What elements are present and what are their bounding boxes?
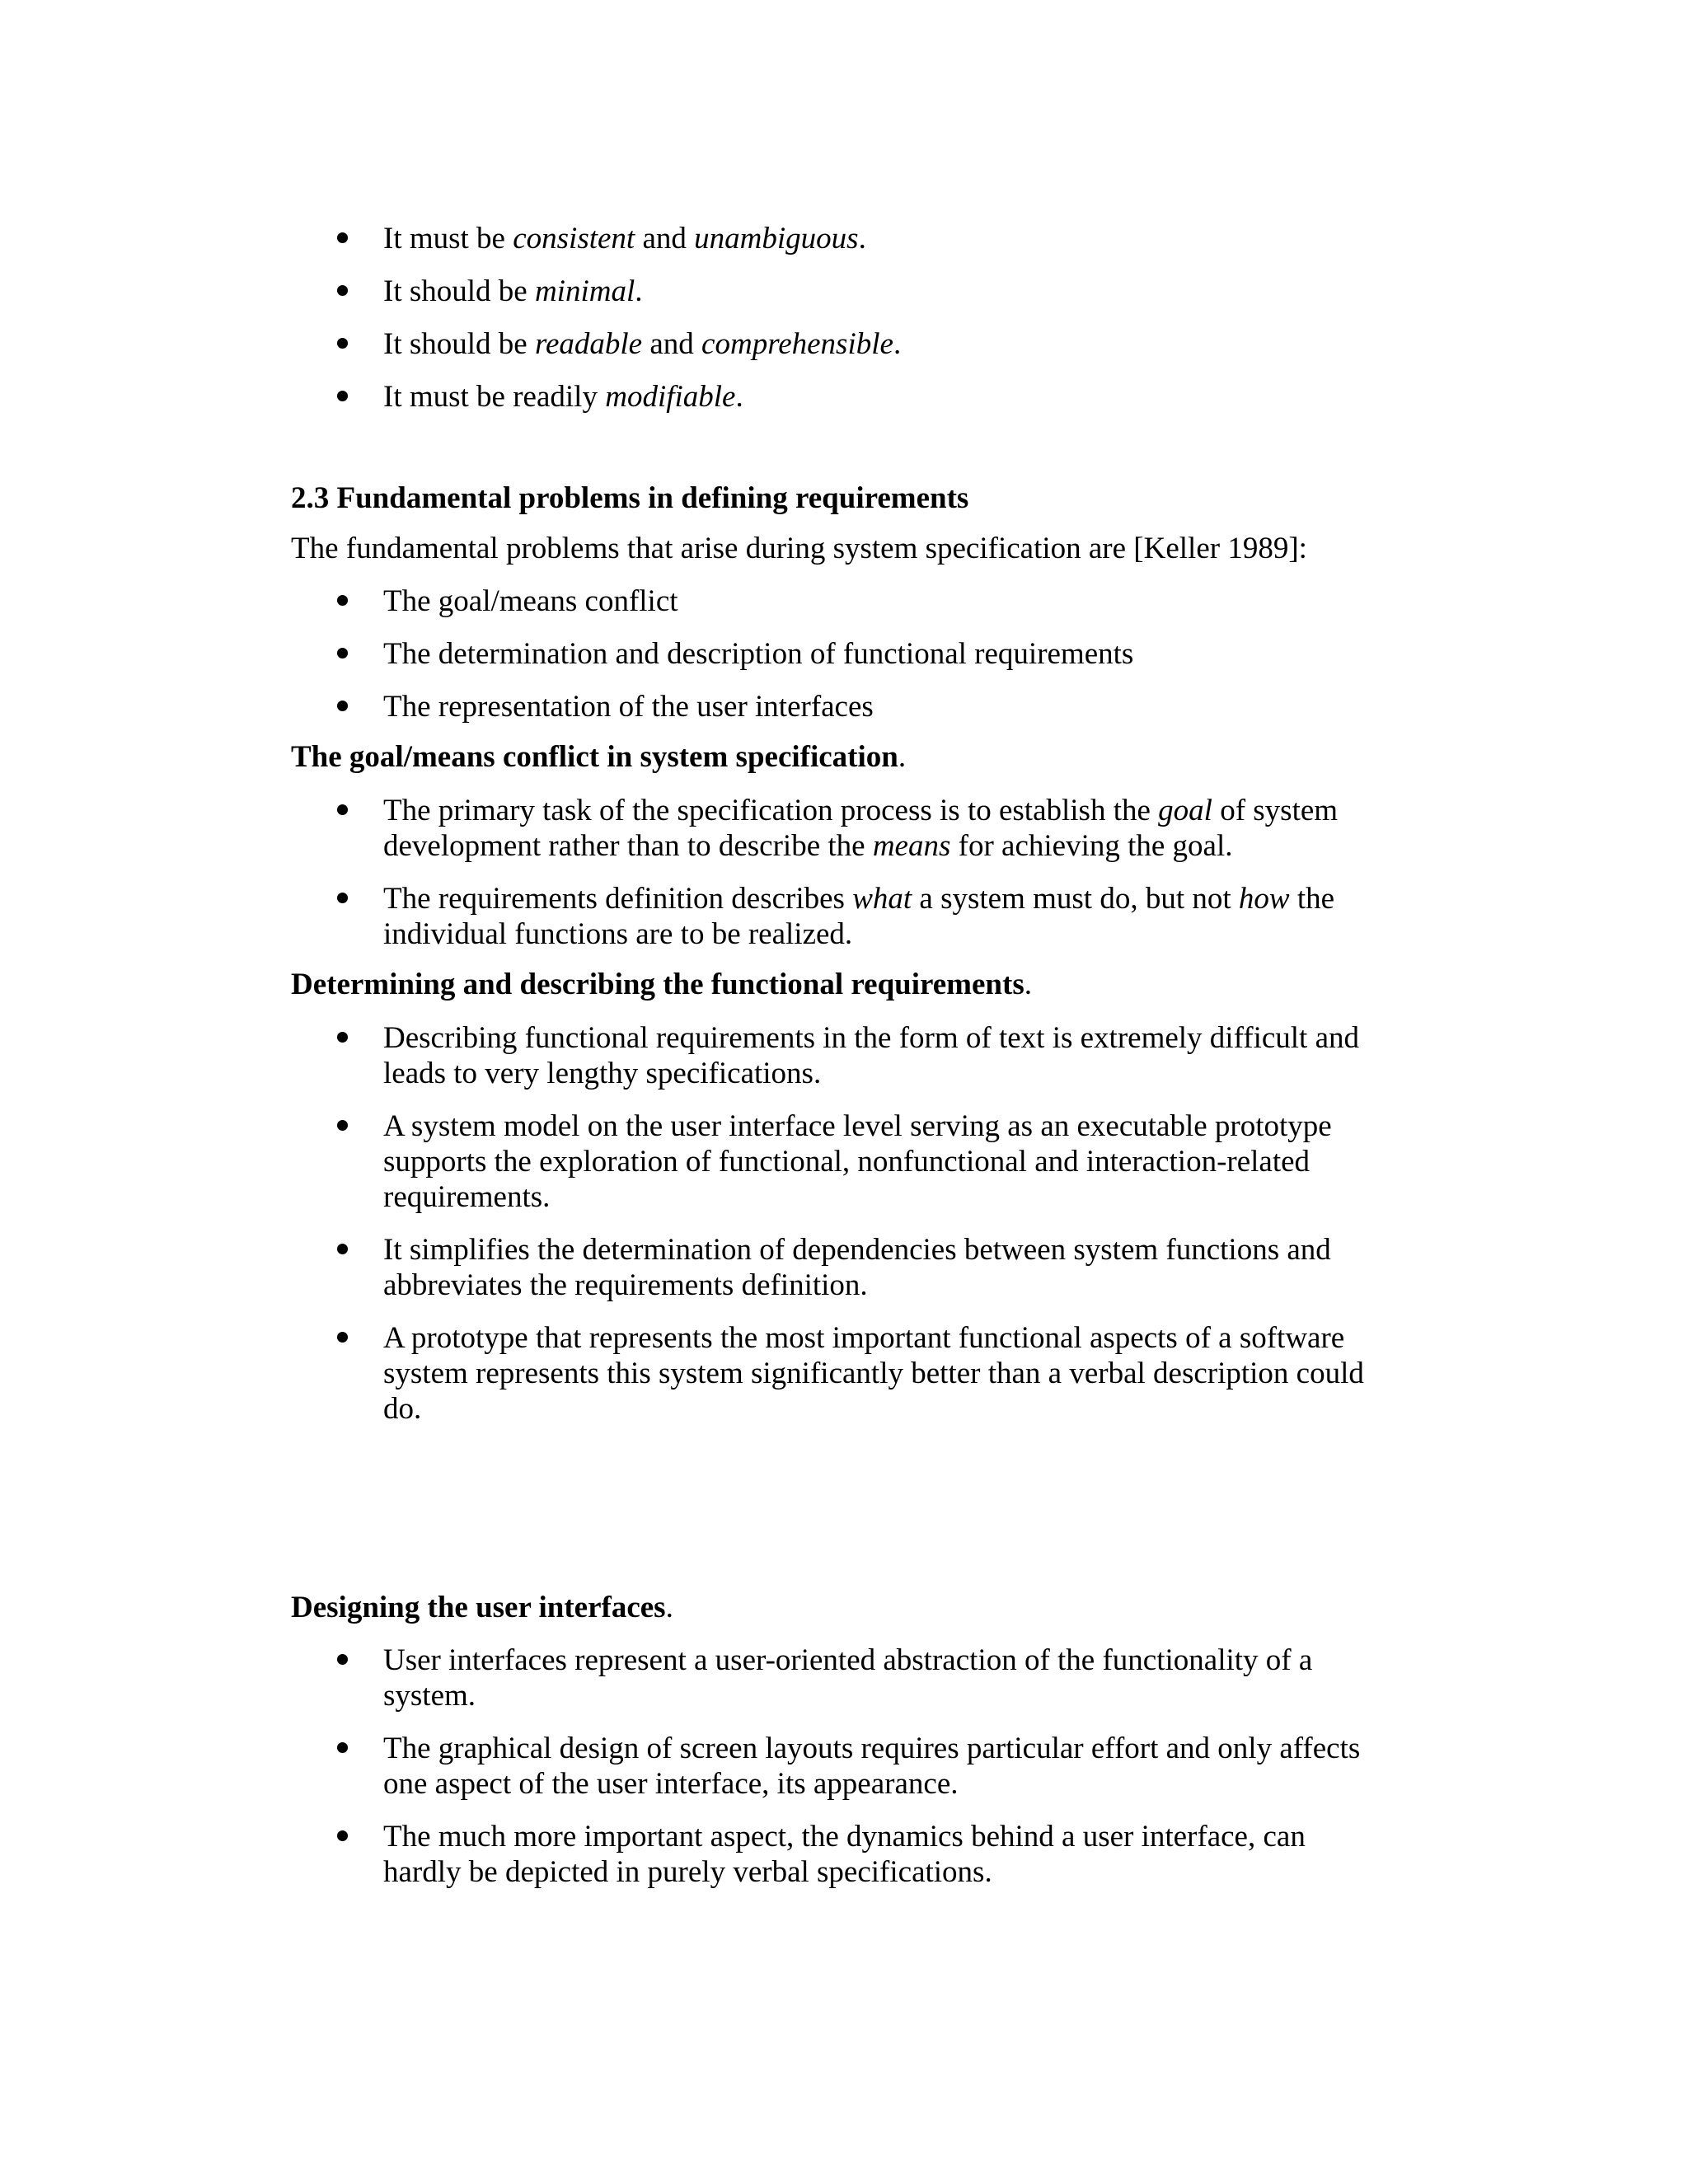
list-item: The graphical design of screen layouts requires particular effort and only affects one aspect of the user interface, its appearance.	[383, 1732, 1361, 1801]
list-item: The determination and description of functional requirements	[383, 637, 1134, 671]
list-item	[383, 274, 642, 309]
list-item	[383, 221, 866, 256]
emphasis: readable	[534, 327, 643, 361]
item-text: .	[735, 380, 743, 414]
bullet-icon	[334, 1108, 354, 1128]
list-item: User interfaces represent a user-oriented abstraction of the functionality of a system.	[383, 1643, 1313, 1713]
emphasis: consistent	[513, 222, 635, 255]
list-item: The representation of the user interfaces	[383, 690, 874, 724]
bullet-icon	[334, 221, 354, 241]
emphasis: unambiguous	[694, 222, 859, 255]
item-text: .	[893, 327, 902, 361]
item-text: .	[858, 222, 866, 255]
bullet-icon	[334, 793, 354, 813]
emphasis: comprehensible	[701, 327, 893, 361]
bullet-icon	[334, 379, 354, 399]
item-text: .	[635, 274, 643, 308]
item-text: and	[642, 327, 702, 361]
list-item: The primary task of the specification process is to establish the goal of system development rather than to describe the means for achieving the goal.	[383, 794, 1339, 863]
bullet-icon	[334, 1819, 354, 1839]
bullet-icon	[334, 689, 354, 709]
list-item: The much more important aspect, the dynamics behind a user interface, can hardly be depicted in purely verbal specifications.	[383, 1820, 1306, 1889]
bullet-icon	[334, 274, 354, 293]
list-item: The goal/means conflict	[383, 584, 678, 618]
item-text: It should be	[383, 327, 535, 361]
subheading-functional: Determining and describing the functional requirements.	[291, 968, 1032, 1001]
subheading-goal-means: The goal/means conflict in system specification.	[291, 740, 907, 774]
section-heading: 2.3 Fundamental problems in defining requirements	[291, 481, 969, 515]
list-item: The requirements definition describes what a system must do, but not how the individual functions are to be realized.	[383, 882, 1335, 951]
bullet-icon	[334, 1731, 354, 1750]
bullet-icon	[334, 636, 354, 656]
list-item: A prototype that represents the most important functional aspects of a software system represents this system significantly better than a verbal description could do.	[383, 1321, 1364, 1426]
section-intro: The fundamental problems that arise during system specification are [Keller 1989]:	[291, 532, 1307, 565]
bullet-icon	[334, 1020, 354, 1040]
item-text: It should be	[383, 274, 535, 308]
emphasis: modifiable	[605, 380, 736, 414]
list-item	[383, 379, 743, 415]
emphasis: minimal	[534, 274, 635, 308]
bullet-icon	[334, 881, 354, 901]
item-text: It must be readily	[383, 380, 606, 414]
bullet-icon	[334, 1232, 354, 1252]
list-item: It simplifies the determination of dependencies between system functions and abbreviates the requirements definition.	[383, 1233, 1331, 1302]
list-item: A system model on the user interface level serving as an executable prototype supports the exploration of functional, nonfunctional and interaction-related requirements.	[383, 1109, 1332, 1214]
bullet-icon	[334, 583, 354, 603]
item-text: It must be	[383, 222, 513, 255]
list-item: Describing functional requirements in the form of text is extremely difficult and leads to very lengthy specifications.	[383, 1021, 1359, 1090]
list-item	[383, 326, 901, 362]
subheading-ui-design: Designing the user interfaces.	[291, 1591, 673, 1624]
item-text: and	[635, 222, 695, 255]
bullet-icon	[334, 1643, 354, 1662]
bullet-icon	[334, 1320, 354, 1340]
bullet-icon	[334, 326, 354, 346]
